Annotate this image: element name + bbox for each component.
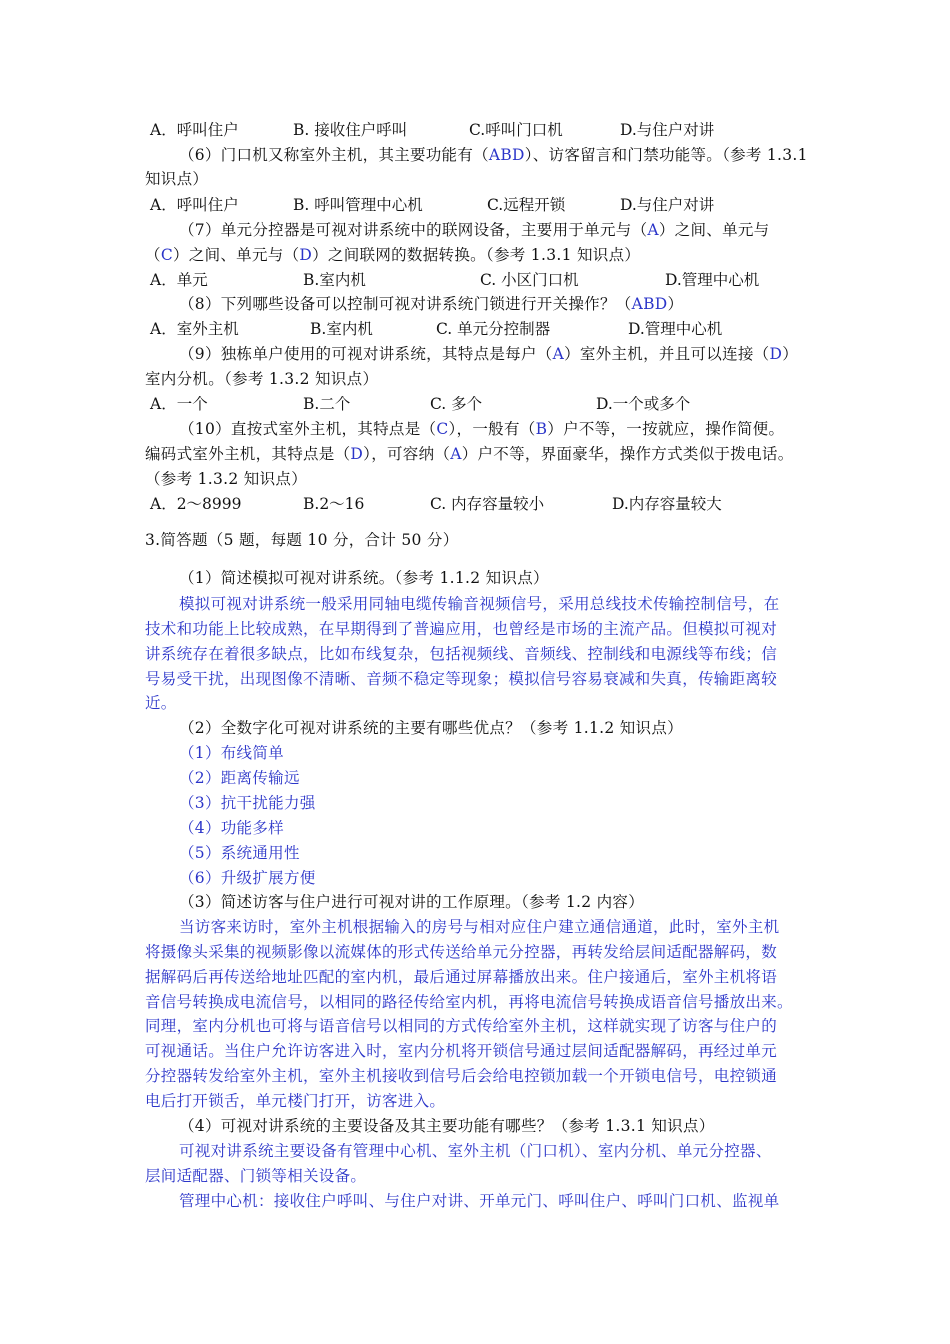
- q7-stem: （7）单元分控器是可视对讲系统中的联网设备，主要用于单元与（A）之间、单元与: [179, 221, 770, 239]
- sa2-question: （2）全数字化可视对讲系统的主要有哪些优点？（参考 1.1.2 知识点）: [179, 719, 683, 737]
- q6-option-a: A．呼叫住户: [150, 196, 239, 214]
- sa2-answer-item: （5）系统通用性: [179, 844, 300, 862]
- q9-option-b: B.二个: [303, 395, 351, 413]
- q9-option-c: C. 多个: [430, 395, 483, 413]
- q9-option-a: A．一个: [150, 395, 208, 413]
- q10-stem: （10）直按式室外主机，其特点是（C），一般有（B）户不等，一按就应，操作简便。: [179, 420, 785, 438]
- sa2-answer-item: （1）布线简单: [179, 744, 284, 762]
- sa3-answer-line: 据解码后再传送给地址匹配的室内机，最后通过屏幕播放出来。住户接通后，室外主机将语: [145, 968, 778, 986]
- q7-option-b: B.室内机: [303, 271, 366, 289]
- q6-option-d: D.与住户对讲: [620, 196, 715, 214]
- sa3-answer-line: 可视通话。当住户允许访客进入时，室内分机将开锁信号通过层间适配器解码，再经过单元: [145, 1042, 778, 1060]
- q8-option-d: D.管理中心机: [628, 320, 723, 338]
- q6-answer: ABD: [488, 146, 525, 164]
- q7-option-c: C. 小区门口机: [480, 271, 579, 289]
- q6-option-b: B. 呼叫管理中心机: [293, 196, 423, 214]
- q10-option-c: C. 内存容量较小: [430, 495, 545, 513]
- sa1-answer-line: 技术和功能上比较成熟，在早期得到了普遍应用，也曾经是市场的主流产品。但模拟可视对: [145, 620, 778, 638]
- q9-stem-cont: 室内分机。（参考 1.3.2 知识点）: [145, 370, 379, 388]
- sa3-question: （3）简述访客与住户进行可视对讲的工作原理。（参考 1.2 内容）: [179, 893, 645, 911]
- sa4-answer-line: 可视对讲系统主要设备有管理中心机、室外主机（门口机）、室内分机、单元分控器、: [179, 1142, 772, 1160]
- sa3-answer-line: 当访客来访时，室外主机根据输入的房号与相对应住户建立通信通道，此时，室外主机: [179, 918, 780, 936]
- q7-option-a: A．单元: [150, 271, 208, 289]
- sa4-question: （4）可视对讲系统的主要设备及其主要功能有哪些？（参考 1.3.1 知识点）: [179, 1117, 715, 1135]
- sa3-answer-line: 音信号转换成电流信号，以相同的路径传给室内机，再将电流信号转换成语音信号播放出来。: [145, 993, 793, 1011]
- sa2-answer-item: （3）抗干扰能力强: [179, 794, 316, 812]
- sa1-answer-line: 近。: [145, 694, 177, 712]
- sa3-answer-line: 同理，室内分机也可将与语音信号以相同的方式传给室外主机，这样就实现了访客与住户的: [145, 1017, 778, 1035]
- q9-stem: （9）独栋单户使用的可视对讲系统，其特点是每户（A）室外主机，并且可以连接（D）: [179, 345, 799, 363]
- q8-option-c: C. 单元分控制器: [436, 320, 551, 338]
- sa2-answer-item: （2）距离传输远: [179, 769, 300, 787]
- q8-option-b: B.室内机: [310, 320, 373, 338]
- q10-reference: （参考 1.3.2 知识点）: [145, 470, 307, 488]
- q10-option-a: A．2～8999: [150, 495, 242, 513]
- section-title: 3.简答题（5 题，每题 10 分，合计 50 分）: [145, 531, 459, 549]
- q6-option-c: C.远程开锁: [487, 196, 566, 214]
- q5-option-d: D.与住户对讲: [620, 121, 715, 139]
- sa3-answer-line: 将摄像头采集的视频影像以流媒体的形式传送给单元分控器，再转发给层间适配器解码，数: [145, 943, 778, 961]
- q5-option-a: A．呼叫住户: [150, 121, 239, 139]
- q7-option-d: D.管理中心机: [665, 271, 760, 289]
- sa2-answer-item: （6）升级扩展方便: [179, 869, 316, 887]
- sa4-answer-line: 管理中心机：接收住户呼叫、与住户对讲、开单元门、呼叫住户、呼叫门口机、监视单: [179, 1192, 780, 1210]
- q7-stem-cont: （C）之间、单元与（D）之间联网的数据转换。（参考 1.3.1 知识点）: [145, 246, 641, 264]
- q10-option-b: B.2～16: [303, 495, 365, 513]
- q9-option-d: D.一个或多个: [596, 395, 691, 413]
- q10-stem-cont: 编码式室外主机，其特点是（D），可容纳（A）户不等，界面豪华，操作方式类似于拨电话。: [145, 445, 794, 463]
- sa1-answer-line: 讲系统存在着很多缺点，比如布线复杂，包括视频线、音频线、控制线和电源线等布线；信: [145, 645, 778, 663]
- q5-option-c: C.呼叫门口机: [469, 121, 563, 139]
- q6-stem: （6）门口机又称室外主机，其主要功能有（ABD）、访客留言和门禁功能等。（参考 1.3.1: [179, 146, 808, 164]
- q6-stem-cont: 知识点）: [145, 170, 209, 188]
- sa1-answer-line: 号易受干扰，出现图像不清晰、音频不稳定等现象；模拟信号容易衰减和失真，传输距离较: [145, 670, 778, 688]
- q10-option-d: D.内存容量较大: [612, 495, 722, 513]
- sa1-question: （1）简述模拟可视对讲系统。（参考 1.1.2 知识点）: [179, 569, 549, 587]
- q5-option-b: B. 接收住户呼叫: [293, 121, 408, 139]
- sa3-answer-line: 电后打开锁舌，单元楼门打开，访客进入。: [145, 1092, 446, 1110]
- sa1-answer-line: 模拟可视对讲系统一般采用同轴电缆传输音视频信号，采用总线技术传输控制信号，在: [179, 595, 780, 613]
- q8-stem: （8）下列哪些设备可以控制可视对讲系统门锁进行开关操作？（ABD）: [179, 295, 684, 313]
- q8-option-a: A．室外主机: [150, 320, 239, 338]
- sa3-answer-line: 分控器转发给室外主机，室外主机接收到信号后会给电控锁加载一个开锁电信号，电控锁通: [145, 1067, 778, 1085]
- sa4-answer-line: 层间适配器、门锁等相关设备。: [145, 1167, 367, 1185]
- sa2-answer-item: （4）功能多样: [179, 819, 284, 837]
